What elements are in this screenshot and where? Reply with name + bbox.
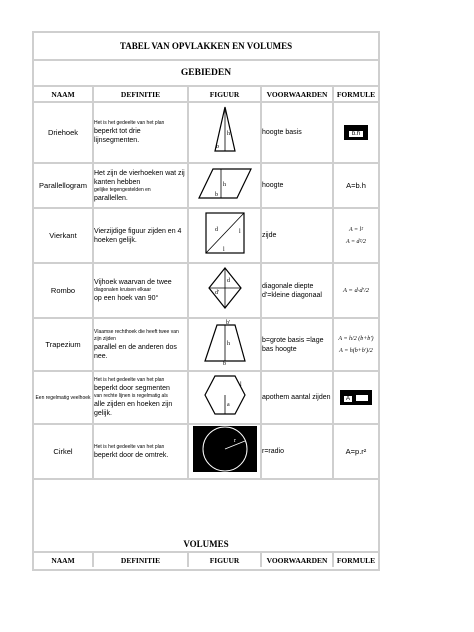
shape-definition: Het is het gedeelte van het plan beperkt tot drie lijnsegmenten. [94, 103, 189, 164]
shape-definition: Vlaamse rechthoek die heeft twee van zijn zijden parallel en de anderen dos nee. [94, 319, 189, 372]
table-row [34, 103, 378, 164]
shape-name: Trapezium [34, 319, 94, 372]
column-header: FORMULE [336, 555, 376, 565]
svg-text:d': d' [214, 290, 219, 296]
shape-conditions: apothem aantal zijden [262, 372, 334, 425]
svg-text:h: h [226, 131, 230, 137]
svg-text:h: h [226, 341, 230, 347]
shape-formula: A=p.r² [334, 425, 378, 480]
areas-table [34, 87, 378, 480]
svg-text:b: b [215, 144, 219, 150]
shape-formula: A = l² A = d²/2 [334, 209, 378, 264]
column-header: FIGUUR [189, 553, 262, 567]
shape-definition: Het is het gedeelte van het plan beperkt door de omtrek. [94, 425, 189, 480]
svg-text:b': b' [225, 320, 230, 326]
shape-formula: A = h/2 (b+b′) A = h(b+b′)/2 [334, 319, 378, 372]
table-row [34, 425, 378, 480]
svg-text:l: l [239, 382, 242, 388]
svg-text:a: a [226, 402, 230, 408]
shape-formula: A=b.h [334, 164, 378, 209]
hexagon-icon [189, 372, 262, 425]
svg-text:h: h [222, 182, 226, 188]
section-heading-volumes: VOLUMES [34, 537, 378, 553]
svg-text:l: l [222, 247, 225, 253]
table-row [34, 164, 378, 209]
column-header: VOORWAARDEN [262, 87, 334, 103]
shape-name: Rombo [34, 264, 94, 319]
table-row [34, 372, 378, 425]
column-header: NAAM [34, 553, 94, 567]
column-header: DEFINITIE [94, 87, 189, 103]
table-row [34, 209, 378, 264]
document-page [32, 31, 380, 571]
shape-definition: Vierzijdige figuur zijden en 4 hoeken gelijk. [94, 209, 189, 264]
svg-text:d: d [214, 227, 218, 233]
column-header: DEFINITIE [94, 553, 189, 567]
shape-name: Cirkel [34, 425, 94, 480]
shape-definition: Het is het gedeelte van het plan beperkt door segmenten van rechte lijnen is regelmatig als alle zijden en hoeken zijn gelijk. [94, 372, 189, 425]
volumes-table [34, 553, 378, 567]
section-heading-areas: GEBIEDEN [34, 61, 378, 87]
trapezium-icon [189, 319, 262, 372]
table-header-row [34, 87, 378, 103]
shape-name: Een regelmatig veelhoek [34, 372, 94, 425]
rhombus-icon [189, 264, 262, 319]
svg-text:b: b [214, 192, 218, 198]
column-header: FORMULE [334, 87, 378, 103]
svg-text:d: d [226, 278, 230, 284]
parallelogram-icon [189, 164, 262, 209]
shape-definition: Vijhoek waarvan de twee diagonalen kruisen elkaar op een hoek van 90° [94, 264, 189, 319]
shape-conditions: zijde [262, 209, 334, 264]
svg-text:b: b [222, 361, 226, 365]
shape-conditions: diagonale diepte d'=kleine diagonaal [262, 264, 334, 319]
shape-conditions: b=grote basis =lage bas hoogte [262, 319, 334, 372]
table-header-row [34, 553, 378, 567]
svg-text:l: l [238, 229, 241, 235]
triangle-icon [189, 103, 262, 164]
shape-name: Driehoek [34, 103, 94, 164]
column-header: VOORWAARDEN [262, 553, 334, 567]
svg-text:r: r [233, 438, 236, 444]
shape-definition: Het zijn de vierhoeken wat zij kanten hebben gelijke tegengestelden en parallellen. [94, 164, 189, 209]
shape-conditions: r=radio [262, 425, 334, 480]
shape-name: Vierkant [34, 209, 94, 264]
circle-icon [189, 425, 262, 480]
table-row [34, 264, 378, 319]
shape-formula: A = d·d′/2 [334, 264, 378, 319]
column-header: FIGUUR [189, 87, 262, 103]
table-row [34, 319, 378, 372]
document-title: TABEL VAN OPVLAKKEN EN VOLUMES [34, 33, 378, 61]
column-header: NAAM [34, 87, 94, 103]
shape-formula: b.h [334, 103, 378, 164]
square-icon [189, 209, 262, 264]
shape-conditions: hoogte [262, 164, 334, 209]
shape-formula: A [334, 372, 378, 425]
shape-name: Parallellogram [34, 164, 94, 209]
shape-conditions: hoogte basis [262, 103, 334, 164]
